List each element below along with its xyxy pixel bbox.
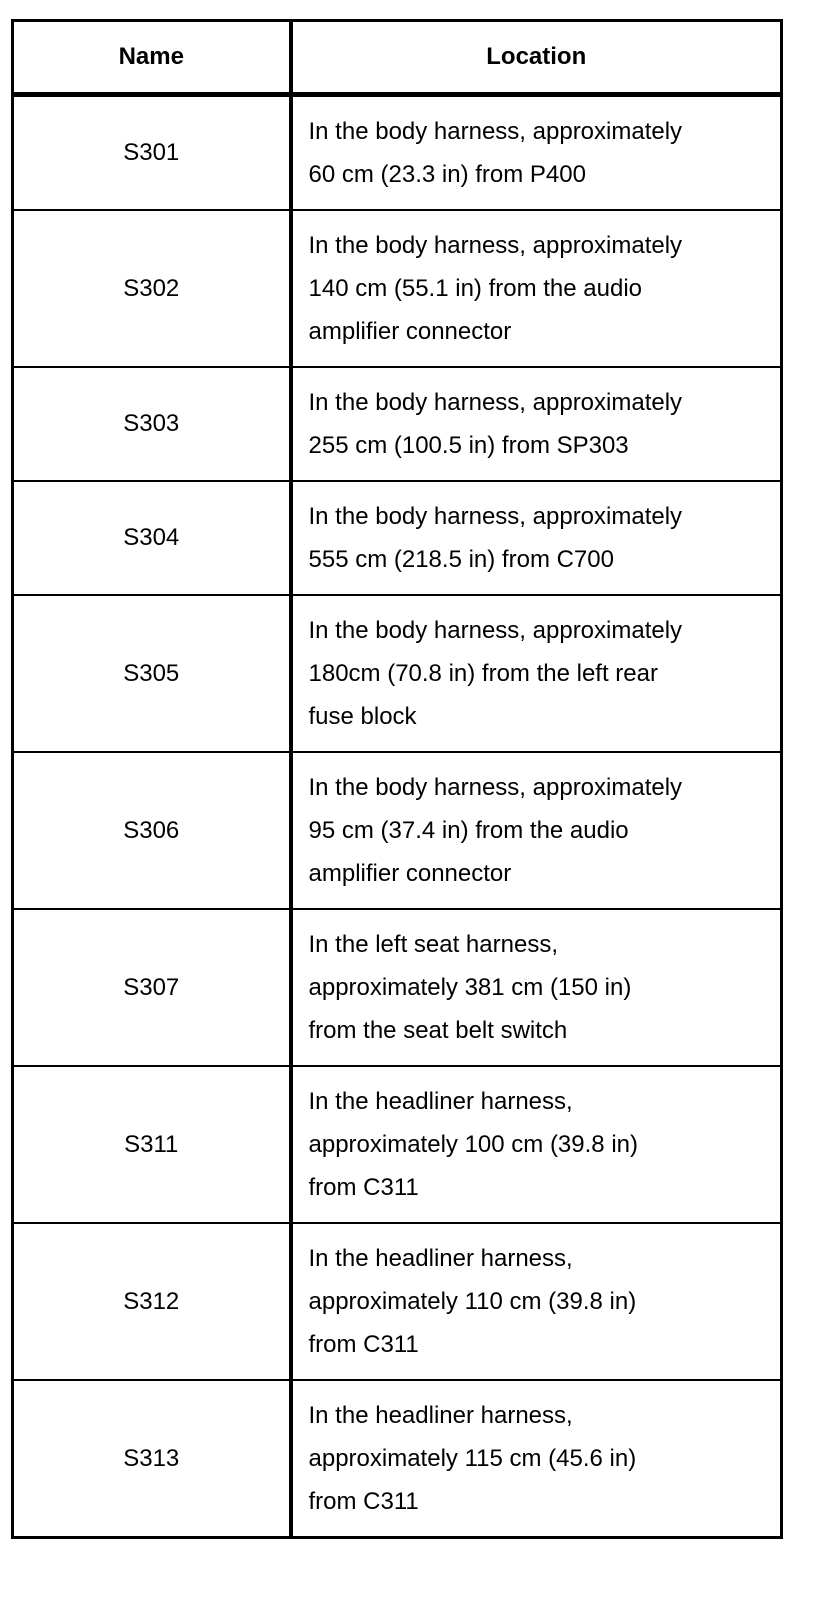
splice-location: In the headliner harness, approximately 110 cm (39.8 in) from C311 (291, 1223, 782, 1380)
splice-location: In the body harness, approximately 555 cm (218.5 in) from C700 (291, 481, 782, 595)
splice-name: S303 (13, 367, 291, 481)
splice-location: In the body harness, approximately 60 cm (23.3 in) from P400 (291, 95, 782, 211)
table-row (13, 909, 782, 1066)
header-location: Location (291, 21, 782, 95)
splice-name: S312 (13, 1223, 291, 1380)
table-header-row (13, 21, 782, 95)
splice-location: In the body harness, approximately 180cm (70.8 in) from the left rear fuse block (291, 595, 782, 752)
splice-name: S305 (13, 595, 291, 752)
splice-location: In the headliner harness, approximately 100 cm (39.8 in) from C311 (291, 1066, 782, 1223)
table-row (13, 481, 782, 595)
splice-name: S306 (13, 752, 291, 909)
table-row (13, 210, 782, 367)
splice-location: In the body harness, approximately 95 cm (37.4 in) from the audio amplifier connector (291, 752, 782, 909)
table-row (13, 95, 782, 211)
header-name: Name (13, 21, 291, 95)
splice-name: S304 (13, 481, 291, 595)
splice-name: S313 (13, 1380, 291, 1538)
table-row (13, 595, 782, 752)
splice-location: In the headliner harness, approximately 115 cm (45.6 in) from C311 (291, 1380, 782, 1538)
table-row (13, 1066, 782, 1223)
splice-name: S301 (13, 95, 291, 211)
table-row (13, 1223, 782, 1380)
splice-location: In the body harness, approximately 255 cm (100.5 in) from SP303 (291, 367, 782, 481)
splice-name: S311 (13, 1066, 291, 1223)
splice-location: In the left seat harness, approximately 381 cm (150 in) from the seat belt switch (291, 909, 782, 1066)
splice-name: S302 (13, 210, 291, 367)
table-row (13, 367, 782, 481)
splice-location: In the body harness, approximately 140 cm (55.1 in) from the audio amplifier connector (291, 210, 782, 367)
splice-name: S307 (13, 909, 291, 1066)
table-row (13, 752, 782, 909)
table-row (13, 1380, 782, 1538)
splice-location-table (11, 19, 783, 1539)
